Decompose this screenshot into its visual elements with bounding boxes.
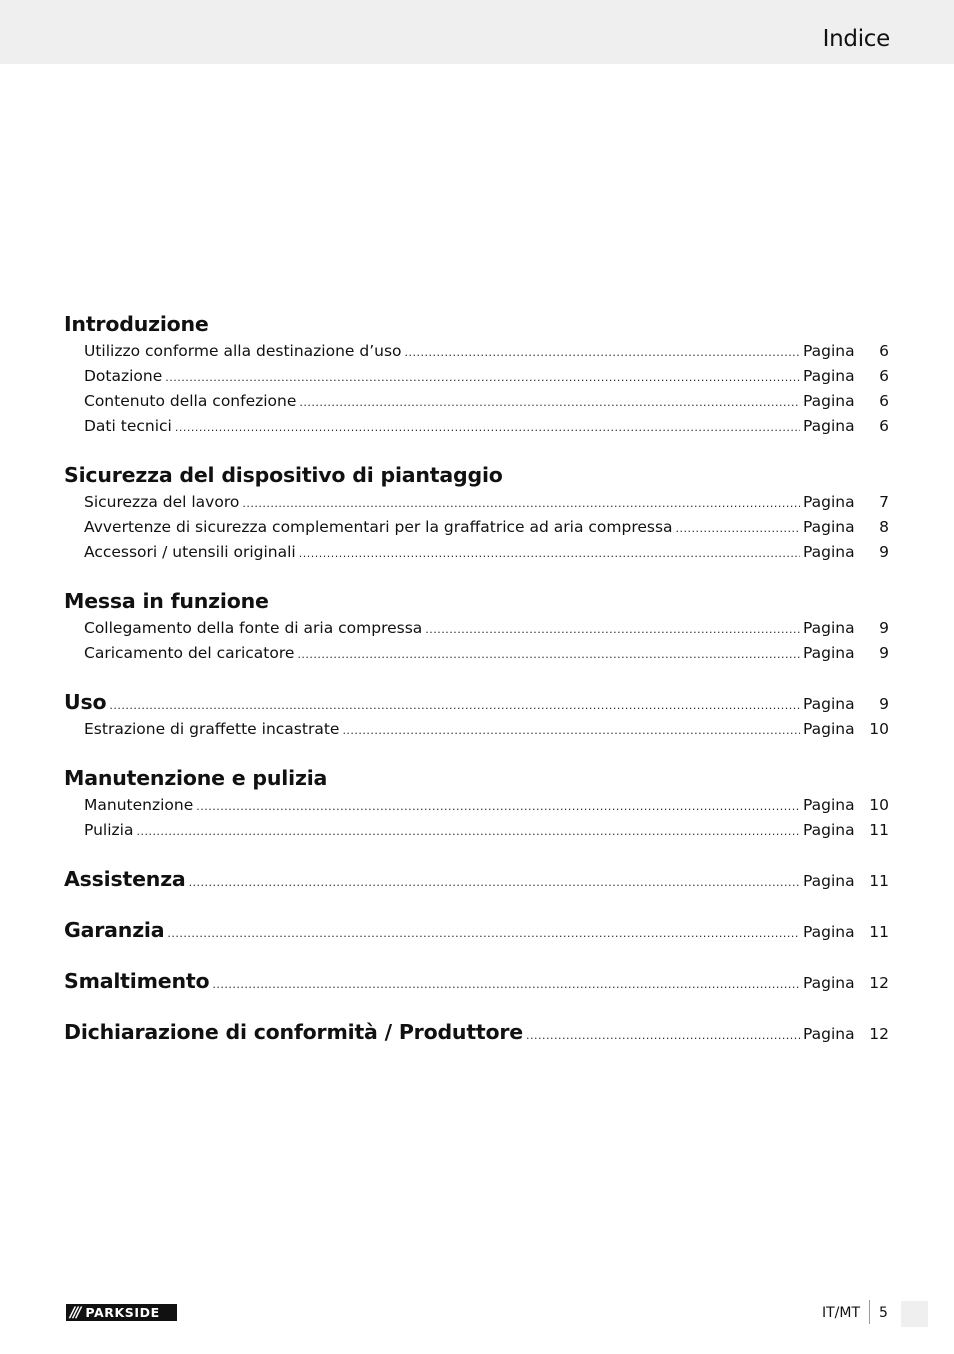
- toc-section: [64, 1020, 889, 1050]
- page-label: Pagina: [803, 493, 855, 511]
- toc-heading[interactable]: [64, 918, 889, 948]
- language-code: IT/MT: [822, 1305, 861, 1321]
- page-ref: 10: [869, 720, 889, 738]
- toc-entry[interactable]: [64, 367, 889, 392]
- dot-leader: [297, 648, 800, 661]
- toc-entry[interactable]: [64, 543, 889, 568]
- page-ref: 11: [869, 821, 889, 839]
- toc-entry[interactable]: [64, 417, 889, 442]
- toc-heading[interactable]: [64, 766, 889, 796]
- page-label: Pagina: [803, 417, 855, 435]
- page-label: Pagina: [803, 619, 855, 637]
- page-title: Indice: [822, 26, 890, 52]
- toc-heading[interactable]: [64, 589, 889, 619]
- page-label: Pagina: [803, 872, 855, 890]
- page-ref: 9: [879, 619, 889, 637]
- page-ref: 11: [869, 923, 889, 941]
- page-label: Pagina: [803, 695, 855, 713]
- toc-entry[interactable]: [64, 342, 889, 367]
- toc-heading-title: Assistenza: [64, 867, 186, 891]
- page-ref: 11: [869, 872, 889, 890]
- page-ref: 10: [869, 796, 889, 814]
- page-label: Pagina: [803, 518, 855, 536]
- brand-name: PARKSIDE: [85, 1305, 160, 1320]
- page-label: Pagina: [803, 543, 855, 561]
- toc-section: [64, 463, 889, 568]
- toc-entry-title: Collegamento della fonte di aria compressa: [84, 619, 423, 637]
- toc-entry-title: Dotazione: [84, 367, 163, 385]
- page-ref: 9: [879, 644, 889, 662]
- dot-leader: [175, 421, 800, 434]
- toc-section: [64, 969, 889, 999]
- toc-heading[interactable]: [64, 1020, 889, 1050]
- toc-entry[interactable]: [64, 796, 889, 821]
- page-label: Pagina: [803, 392, 855, 410]
- toc-heading[interactable]: [64, 969, 889, 999]
- dot-leader: [242, 497, 800, 510]
- toc-entry[interactable]: [64, 392, 889, 417]
- toc-entry[interactable]: [64, 644, 889, 669]
- dot-leader: [165, 371, 800, 384]
- toc-heading-title: Manutenzione e pulizia: [64, 766, 328, 790]
- page-label: Pagina: [803, 367, 855, 385]
- toc-entry-title: Manutenzione: [84, 796, 194, 814]
- toc-heading-title: Uso: [64, 690, 107, 714]
- dot-leader: [109, 699, 800, 712]
- page-label: Pagina: [803, 974, 855, 992]
- dot-leader: [299, 547, 800, 560]
- page-ref: 6: [879, 342, 889, 360]
- toc-entry-title: Caricamento del caricatore: [84, 644, 295, 662]
- toc-heading-title: Introduzione: [64, 312, 209, 336]
- toc-heading-title: Dichiarazione di conformità / Produttore: [64, 1020, 524, 1044]
- footer-divider: [869, 1300, 870, 1324]
- dot-leader: [405, 346, 800, 359]
- toc-heading-title: Sicurezza del dispositivo di piantaggio: [64, 463, 503, 487]
- toc-entry[interactable]: [64, 518, 889, 543]
- toc-heading[interactable]: [64, 312, 889, 342]
- toc-section: [64, 918, 889, 948]
- toc-heading[interactable]: [64, 690, 889, 720]
- logo-stripes-icon: ///: [70, 1304, 80, 1321]
- dot-leader: [196, 800, 800, 813]
- page-label: Pagina: [803, 342, 855, 360]
- dot-leader: [425, 623, 800, 636]
- toc-entry-title: Avvertenze di sicurezza complementari per la graffatrice ad aria compressa: [84, 518, 673, 536]
- table-of-contents: [64, 312, 889, 1071]
- page-label: Pagina: [803, 796, 855, 814]
- dot-leader: [676, 522, 800, 535]
- toc-heading-title: Garanzia: [64, 918, 165, 942]
- toc-heading-title: Messa in funzione: [64, 589, 269, 613]
- page-ref: 9: [879, 695, 889, 713]
- dot-leader: [167, 927, 800, 940]
- toc-heading-title: Smaltimento: [64, 969, 210, 993]
- dot-leader: [189, 876, 800, 889]
- toc-section: [64, 690, 889, 745]
- page-number: 5: [879, 1305, 888, 1321]
- toc-heading[interactable]: [64, 867, 889, 897]
- toc-heading[interactable]: [64, 463, 889, 493]
- page-ref: 9: [879, 543, 889, 561]
- toc-entry[interactable]: [64, 821, 889, 846]
- page-ref: 6: [879, 392, 889, 410]
- toc-section: [64, 589, 889, 669]
- page-ref: 6: [879, 417, 889, 435]
- page-label: Pagina: [803, 923, 855, 941]
- toc-entry-title: Pulizia: [84, 821, 134, 839]
- toc-entry-title: Dati tecnici: [84, 417, 172, 435]
- toc-section: [64, 312, 889, 442]
- toc-section: [64, 867, 889, 897]
- toc-entry-title: Sicurezza del lavoro: [84, 493, 240, 511]
- toc-section: [64, 766, 889, 846]
- toc-entry[interactable]: [64, 720, 889, 745]
- toc-entry-title: Accessori / utensili originali: [84, 543, 296, 561]
- dot-leader: [212, 978, 800, 991]
- page-label: Pagina: [803, 1025, 855, 1043]
- toc-entry-title: Estrazione di graffette incastrate: [84, 720, 340, 738]
- page-tab-marker: [901, 1301, 928, 1327]
- dot-leader: [136, 825, 800, 838]
- toc-entry-title: Contenuto della confezione: [84, 392, 297, 410]
- toc-entry[interactable]: [64, 619, 889, 644]
- page-ref: 8: [879, 518, 889, 536]
- page-label: Pagina: [803, 821, 855, 839]
- page-label: Pagina: [803, 720, 855, 738]
- dot-leader: [526, 1029, 800, 1042]
- page-ref: 12: [869, 1025, 889, 1043]
- page-label: Pagina: [803, 644, 855, 662]
- toc-entry[interactable]: [64, 493, 889, 518]
- dot-leader: [299, 396, 800, 409]
- dot-leader: [342, 724, 800, 737]
- toc-entry-title: Utilizzo conforme alla destinazione d’uso: [84, 342, 402, 360]
- page-header: [0, 0, 954, 64]
- brand-logo: [66, 1304, 177, 1321]
- page-ref: 7: [879, 493, 889, 511]
- page-ref: 6: [879, 367, 889, 385]
- page-ref: 12: [869, 974, 889, 992]
